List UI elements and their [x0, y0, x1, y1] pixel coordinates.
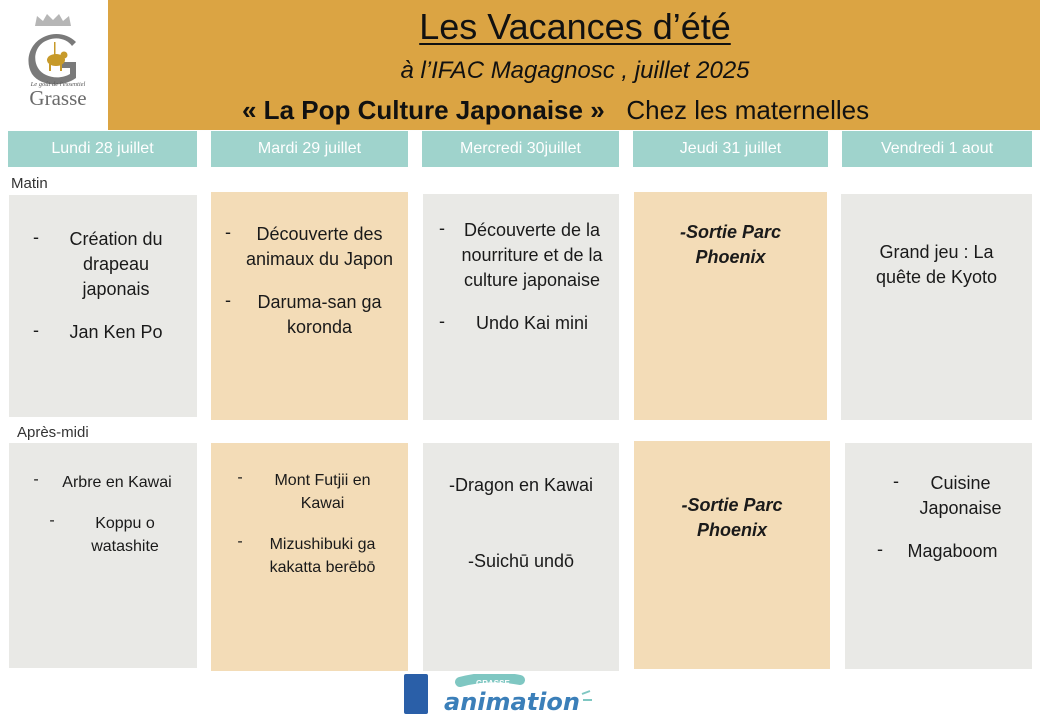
- morning-thursday-cell: [634, 192, 827, 420]
- activity-item: - Cuisine Japonaise: [885, 471, 1014, 521]
- activity-item: - Magaboom: [869, 539, 1014, 564]
- activity-text: Grand jeu : La quête de Kyoto: [875, 242, 998, 287]
- activity-text: Magaboom: [907, 541, 998, 561]
- activity-text: Mizushibuki ga kakatta berēbō: [269, 536, 376, 576]
- outing-text: -Sortie Parc Phoenix: [679, 222, 782, 267]
- morning-friday-cell: [841, 194, 1032, 420]
- day-header-friday: Vendredi 1 aout: [842, 131, 1032, 167]
- afternoon-tuesday-cell: [211, 443, 408, 671]
- day-header-monday: Lundi 28 juillet: [8, 131, 197, 167]
- activity-text: -Suichū undō: [467, 551, 575, 571]
- caf-logo-icon: [404, 674, 428, 714]
- theme-line: [242, 95, 869, 126]
- morning-monday-cell: [9, 195, 197, 417]
- outing-text: -Sortie Parc Phoenix: [681, 495, 783, 540]
- afternoon-wednesday-cell: [423, 443, 619, 671]
- activity-text: Koppu o watashite: [91, 515, 159, 555]
- logo-tagline: Le goût de l'essentiel: [30, 81, 86, 88]
- brand-small-text: GRASSE: [476, 679, 510, 688]
- slot-label-morning: Matin: [11, 175, 48, 192]
- activity-text: Création du drapeau japonais: [69, 229, 163, 299]
- page-title: Les Vacances d’été: [419, 6, 731, 47]
- activity-text: Daruma-san ga koronda: [257, 292, 382, 337]
- audience-label: Chez les maternelles: [626, 95, 870, 125]
- activity-text: Jan Ken Po: [69, 322, 163, 342]
- activity-text: -Dragon en Kawai: [448, 475, 594, 495]
- afternoon-thursday-cell: [634, 441, 830, 669]
- activity-text: Arbre en Kawai: [62, 474, 172, 491]
- day-header-thursday: Jeudi 31 juillet: [633, 131, 828, 167]
- slot-label-afternoon: Après-midi: [17, 424, 89, 441]
- brand-text: animation: [444, 688, 580, 716]
- theme-title: « La Pop Culture Japonaise »: [242, 95, 605, 125]
- activity-item: - Création du drapeau japonais: [25, 227, 185, 302]
- activity-text: Découverte des animaux du Japon: [245, 224, 394, 269]
- activity-item: - Mont Futjii en Kawai: [229, 469, 394, 515]
- afternoon-friday-cell: [845, 443, 1032, 669]
- page-subtitle: à l’IFAC Magagnosc , juillet 2025: [400, 57, 750, 84]
- grasse-animation-logo: [440, 674, 600, 716]
- activity-text: Mont Futjii en Kawai: [274, 472, 371, 512]
- activity-text: Découverte de la nourriture et de la culture japonaise: [461, 220, 603, 290]
- activity-item: - Daruma-san ga koronda: [217, 290, 400, 340]
- activity-item: - Mizushibuki ga kakatta berēbō: [229, 533, 394, 579]
- activity-item: - Découverte de la nourriture et de la culture japonaise: [431, 218, 611, 293]
- activity-text: Cuisine Japonaise: [919, 473, 1002, 518]
- header-banner: [0, 0, 1040, 130]
- activity-item: - Jan Ken Po: [25, 320, 185, 345]
- activity-text: Undo Kai mini: [475, 313, 589, 333]
- day-header-tuesday: Mardi 29 juillet: [211, 131, 408, 167]
- morning-wednesday-cell: [423, 194, 619, 420]
- activity-item: - Undo Kai mini: [431, 311, 611, 336]
- logo-name: Grasse: [29, 86, 87, 110]
- afternoon-monday-cell: [9, 443, 197, 668]
- activity-item: - Arbre en Kawai: [25, 471, 187, 494]
- activity-item: - Koppu o watashite: [25, 512, 187, 558]
- morning-tuesday-cell: [211, 192, 408, 420]
- day-header-wednesday: Mercredi 30juillet: [422, 131, 619, 167]
- activity-item: - Découverte des animaux du Japon: [217, 222, 400, 272]
